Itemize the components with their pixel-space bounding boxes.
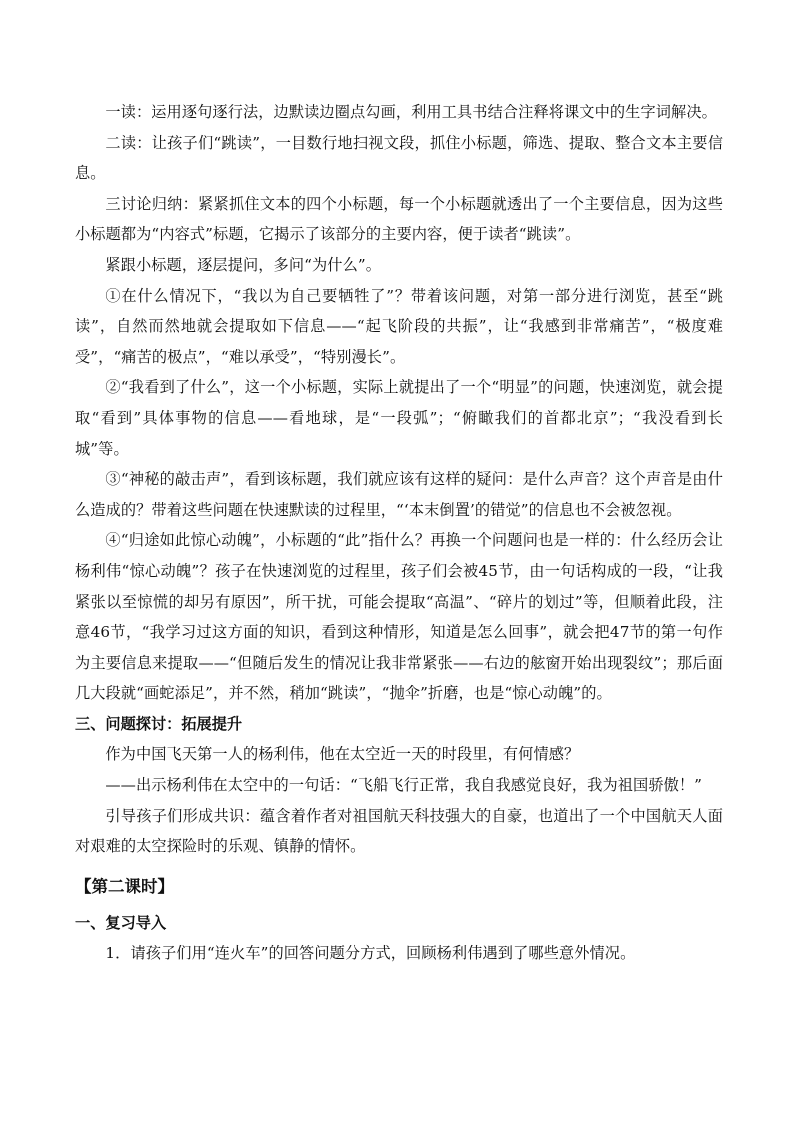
paragraph-point-4: ④“归途如此惊心动魄”，小标题的“此”指什么？再换一个问题问也是一样的：什么经历会让杨利伟“惊心动魄”？孩子在快速浏览的过程里，孩子们会被45节，由一句话构成的一段，“让我紧张以至惊慌的却另有原因”，所干扰，可能会提取“高温”、“碎片的划过”等，但顺着此段，注意46节，“我学习过这方面的知识，看到这种情形，知道是怎么回事”，就会把47节的第一句作为主要信息来提取——“但随后发生的情况让我非常紧张——右边的舷窗开始出现裂纹”；那后面几大段就“画蛇添足”，并不然，稍加“跳读”，“抛伞”折磨，也是“惊心动魄”的。 <box>75 531 723 703</box>
paragraph-discussion-summary: 三讨论归纳：紧紧抓住文本的四个小标题，每一个小标题就透出了一个主要信息，因为这些小标题都为“内容式”标题，它揭示了该部分的主要内容，便于读者“跳读”。 <box>75 194 723 244</box>
section-heading-discussion: 三、问题探讨：拓展提升 <box>75 714 243 733</box>
paragraph-point-3: ③“神秘的敲击声”，看到该标题，我们就应该有这样的疑问：是什么声音？这个声音是由什么造成的？带着这些问题在快速默读的过程里，“‘本末倒置’的错觉”的信息也不会被忽视。 <box>75 470 723 519</box>
lesson-heading: 【第二课时】 <box>75 876 174 896</box>
paragraph-second-reading: 二读：让孩子们“跳读”，一目数行地扫视文段，抓住小标题，筛选、提取、整合文本主要信息。 <box>75 133 723 183</box>
paragraph-review-1: 1．请孩子们用“连火车”的回答问题分方式，回顾杨利伟遇到了哪些意外情况。 <box>105 944 636 963</box>
paragraph-point-2: ②“我看到了什么”，这一个小标题，实际上就提出了一个“明显”的问题，快速浏览，就会提取“看到”具体事物的信息——看地球，是“一段弧”；“俯瞰我们的首都北京”；“我没看到长城”等。 <box>75 378 723 458</box>
document-page <box>75 97 723 969</box>
paragraph-quote: ——出示杨利伟在太空中的一句话：“飞船飞行正常，我自我感觉良好，我为祖国骄傲！” <box>105 776 703 795</box>
paragraph-follow-subtitles: 紧跟小标题，逐层提问，多问“为什么”。 <box>105 255 382 274</box>
paragraph-point-1: ①在什么情况下，“我以为自己要牺牲了”？带着该问题，对第一部分进行浏览，甚至“跳读”，自然而然地就会提取如下信息——“起飞阶段的共振”，让“我感到非常痛苦”，“极度难受”，“痛苦的极点”，“难以承受”，“特别漫长”。 <box>75 286 723 366</box>
paragraph-first-reading: 一读：运用逐句逐行法，边默读边圈点勾画，利用工具书结合注释将课文中的生字词解决。 <box>105 103 717 121</box>
paragraph-consensus: 引导孩子们形成共识：蕴含着作者对祖国航天科技强大的自豪，也道出了一个中国航天人面对艰难的太空探险时的乐观、镇静的情怀。 <box>75 806 723 856</box>
paragraph-question: 作为中国飞天第一人的杨利伟，他在太空近一天的时段里，有何情感？ <box>105 745 580 764</box>
section-heading-review: 一、复习导入 <box>75 913 167 932</box>
